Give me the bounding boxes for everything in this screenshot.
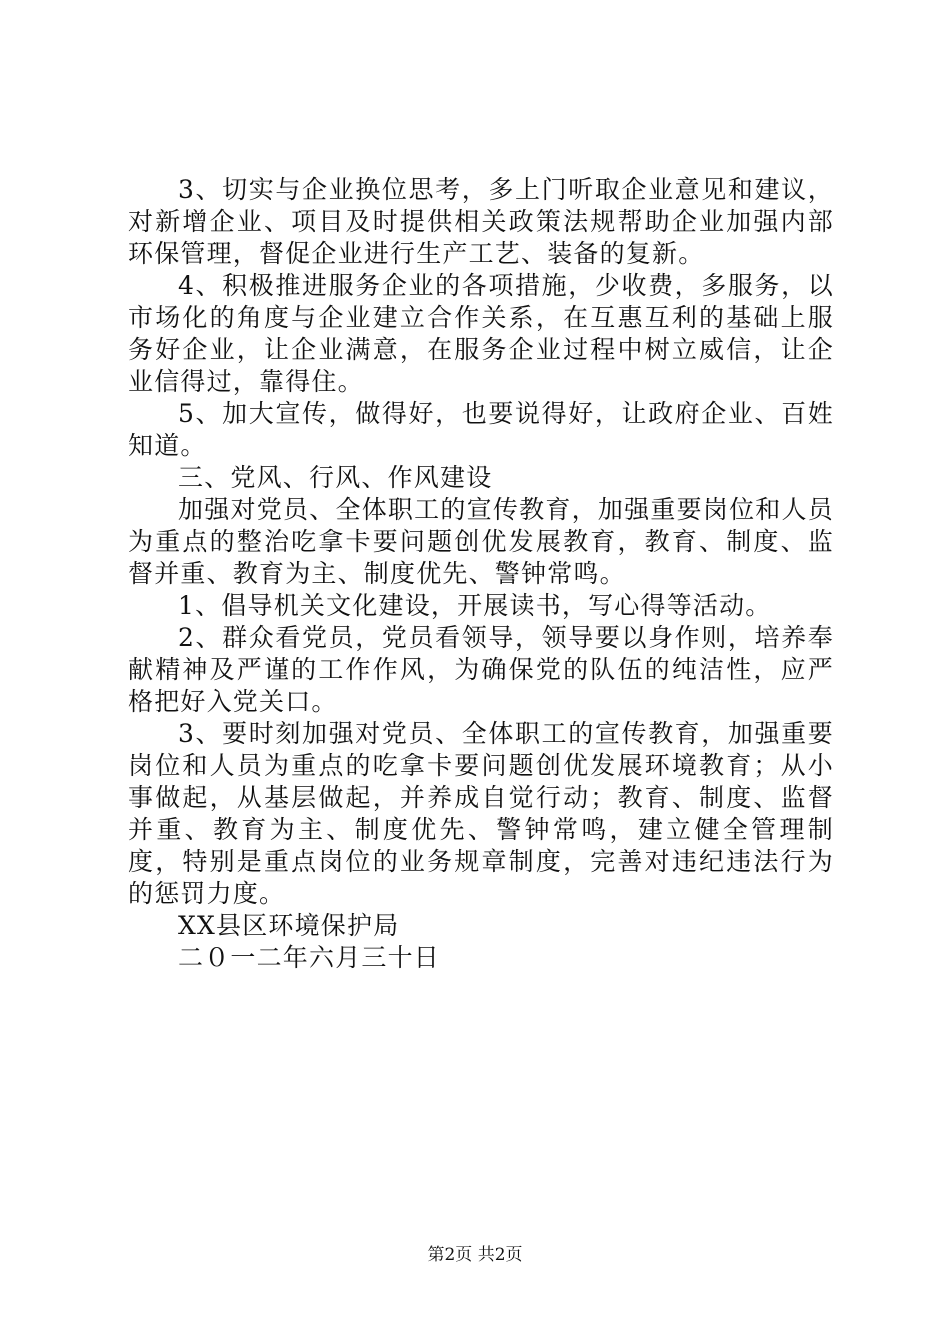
signature-date: 二０一二年六月三十日 [178,943,441,972]
paragraph-item-2-members: 2、群众看党员，党员看领导，领导要以身作则，培养奉献精神及严谨的工作作风，为确保党的队伍的纯洁性，应严格把好入党关口。 [128,623,834,716]
paragraph-item-3-education: 3、要时刻加强对党员、全体职工的宣传教育，加强重要岗位和人员为重点的吃拿卡要问题创优发展环境教育；从小事做起，从基层做起，并养成自觉行动；教育、制度、监督并重、教育为主、制度优先、警钟常鸣，建立健全管理制度，特别是重点岗位的业务规章制度，完善对违纪违法行为的惩罚力度。 [128,719,834,908]
signature-organization: XX县区环境保护局 [178,911,400,940]
paragraph-item-5-publicity: 5、加大宣传，做得好，也要说得好，让政府企业、百姓知道。 [128,399,834,460]
page-number-footer: 第2页 共2页 [427,1245,523,1265]
paragraph-item-3-enterprise: 3、切实与企业换位思考，多上门听取企业意见和建议，对新增企业、项目及时提供相关政策法规帮助企业加强内部环保管理，督促企业进行生产工艺、装备的复新。 [128,175,834,268]
paragraph-item-1-culture: 1、倡导机关文化建设，开展读书，写心得等活动。 [178,591,772,620]
paragraph-item-4-service: 4、积极推进服务企业的各项措施，少收费，多服务，以市场化的角度与企业建立合作关系，在互惠互利的基础上服务好企业，让企业满意，在服务企业过程中树立威信，让企业信得过，靠得住。 [128,271,834,396]
section-heading-party-style: 三、党风、行风、作风建设 [178,463,493,492]
paragraph-education-intro: 加强对党员、全体职工的宣传教育，加强重要岗位和人员为重点的整治吃拿卡要问题创优发展教育，教育、制度、监督并重、教育为主、制度优先、警钟常鸣。 [128,495,834,588]
document-body [128,174,834,974]
